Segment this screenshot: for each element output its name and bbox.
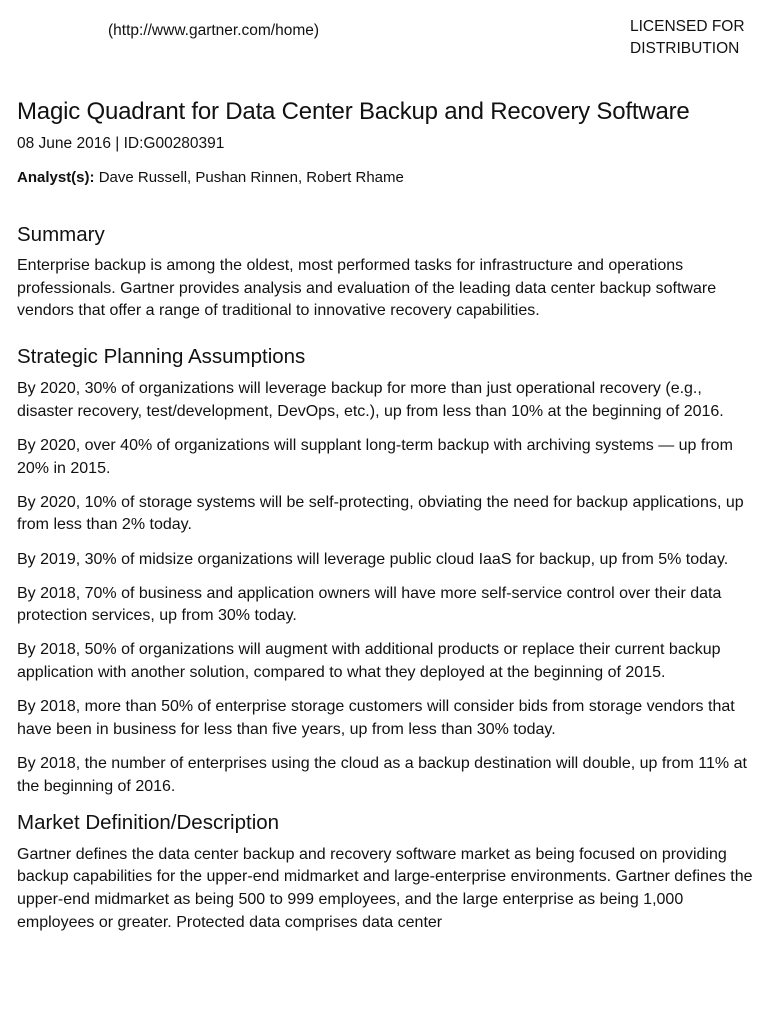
document-date-id: 08 June 2016 | ID:G00280391: [17, 135, 225, 152]
license-line-1: LICENSED FOR: [630, 18, 745, 35]
assumption-item: By 2018, more than 50% of enterprise storage customers will consider bids from storage vendors that have been in business for less than five years, up from less than 30% today.: [17, 698, 735, 738]
gartner-home-link[interactable]: (http://www.gartner.com/home): [108, 22, 320, 39]
assumption-item: By 2018, the number of enterprises using the cloud as a backup destination will double, up from 11% at the beginning of 2016.: [17, 754, 747, 795]
assumption-item: By 2019, 30% of midsize organizations will leverage public cloud IaaS for backup, up from 5% today.: [17, 550, 729, 568]
assumption-item: By 2018, 50% of organizations will augment with additional products or replace their current backup application with another solution, compared to what they deployed at the beginning of 2015.: [17, 641, 721, 682]
summary-text: Enterprise backup is among the oldest, most performed tasks for infrastructure and operations professionals. Gartner provides analysis and evaluation of the leading data center backup software vendors that offer a range of traditional to innovative recovery capabilities.: [17, 257, 717, 320]
analysts-names: Dave Russell, Pushan Rinnen, Robert Rhame: [98, 169, 404, 186]
assumptions-heading: Strategic Planning Assumptions: [17, 345, 306, 369]
assumption-item: By 2018, 70% of business and application owners will have more self-service control over their data protection services, up from 30% today.: [17, 584, 722, 625]
analysts-label: Analyst(s):: [17, 169, 95, 186]
assumption-item: By 2020, over 40% of organizations will supplant long-term backup with archiving systems — up from 20% in 2015.: [17, 436, 733, 477]
summary-heading: Summary: [17, 223, 105, 246]
assumption-item: By 2020, 10% of storage systems will be self-protecting, obviating the need for backup applications, up from less than 2% today.: [17, 493, 744, 534]
analysts-line: [17, 168, 755, 188]
license-notice: [630, 16, 745, 60]
document-title: Magic Quadrant for Data Center Backup and Recovery Software: [17, 98, 690, 125]
market-definition-text: Gartner defines the data center backup and recovery software market as being focused on providing backup capabilities for the upper-end midmarket and large-enterprise environments. Gartner defines the upper-end midmarket as being 500 to 999 employees, and the large enterprise as being 1,000 employees or greater. Protected data comprises data center: [17, 845, 753, 931]
document-content: [17, 95, 755, 935]
market-definition-heading: Market Definition/Description: [17, 810, 280, 834]
license-line-2: DISTRIBUTION: [630, 40, 740, 57]
assumption-item: By 2020, 30% of organizations will leverage backup for more than just operational recovery (e.g., disaster recovery, test/development, DevOps, etc.), up from less than 10% at the beginning of 2016.: [17, 380, 724, 420]
assumptions-list: [17, 378, 755, 798]
